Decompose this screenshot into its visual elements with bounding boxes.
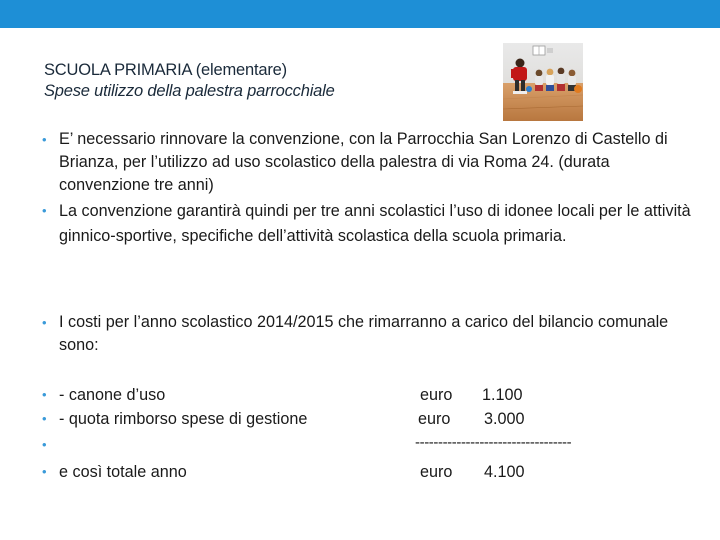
cost-amount: 1.100 xyxy=(482,386,523,404)
bullet-marker: • xyxy=(42,437,47,452)
bullet-marker: • xyxy=(42,387,47,402)
bullet-marker: • xyxy=(42,411,47,426)
bullet-marker: • xyxy=(42,132,47,147)
cost-currency: euro xyxy=(418,410,451,428)
bullet-costi xyxy=(42,311,699,357)
cost-currency: euro xyxy=(420,386,453,404)
bullet-text: La convenzione garantirà quindi per tre anni scolastici l’uso di idonee locali per le attività ginnico-sportive, specifiche dell’attività scolastica della scuola primaria. xyxy=(59,202,691,245)
cost-amount: 3.000 xyxy=(484,410,525,428)
bullet-convenzione xyxy=(42,128,699,197)
cost-amount: 4.100 xyxy=(484,463,525,481)
bullet-marker: • xyxy=(42,464,47,479)
bullet-marker: • xyxy=(42,203,47,218)
cost-currency: euro xyxy=(420,463,453,481)
bullet-garanzia xyxy=(42,199,699,248)
cost-label: e così totale anno xyxy=(59,463,187,481)
cost-label: - quota rimborso spese di gestione xyxy=(59,410,308,428)
slide-subtitle: Spese utilizzo della palestra parrocchiale xyxy=(44,82,335,100)
slide-title: SCUOLA PRIMARIA (elementare) xyxy=(44,61,287,79)
bullet-marker: • xyxy=(42,315,47,330)
bullet-text: I costi per l’anno scolastico 2014/2015 che rimarranno a carico del bilancio comunale sono: xyxy=(59,313,669,354)
cost-label: - canone d’uso xyxy=(59,386,166,404)
sum-separator: ---------------------------------- xyxy=(415,434,572,451)
bullet-text: E’ necessario rinnovare la convenzione, con la Parrocchia San Lorenzo di Castello di Brianza, per l’utilizzo ad uso scolastico della palestra di via Roma 24. (durata convenzione tre anni) xyxy=(59,130,668,194)
